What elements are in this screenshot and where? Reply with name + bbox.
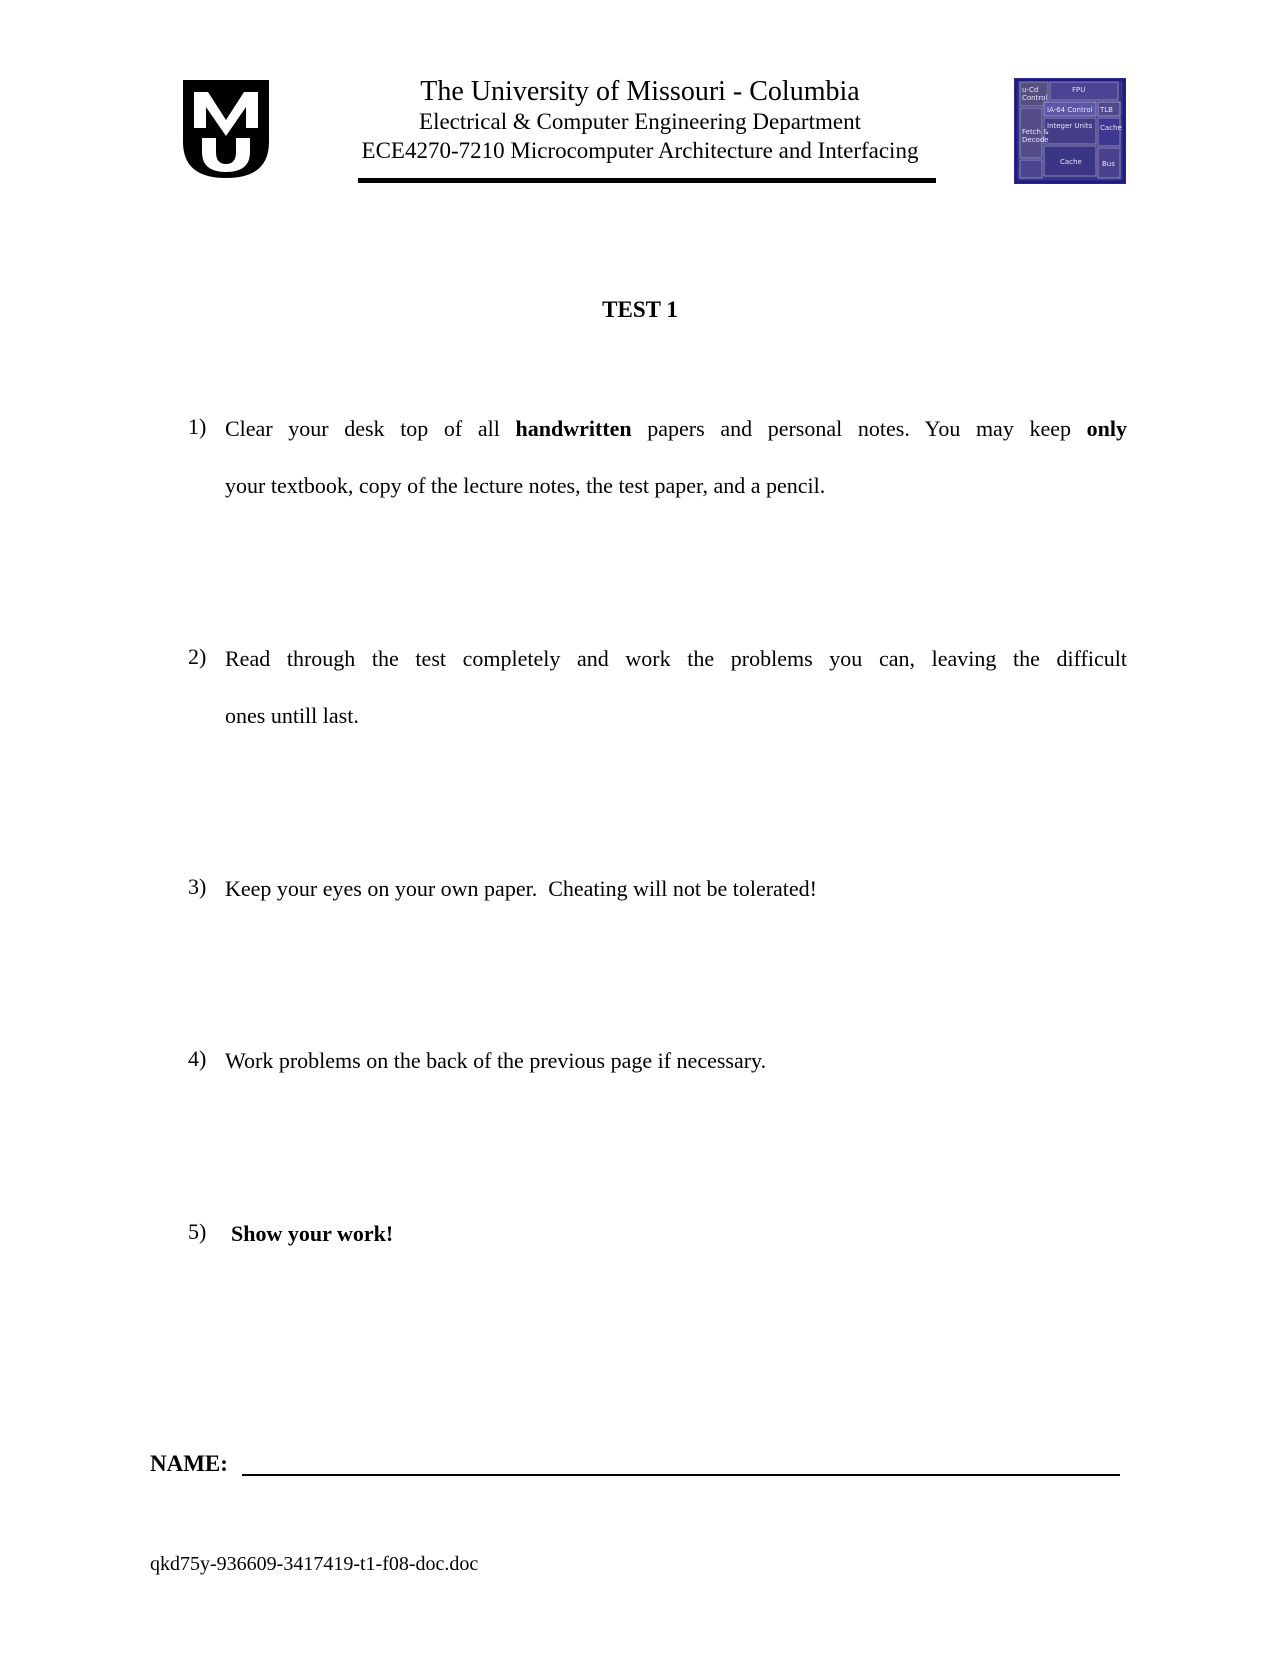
instruction-1-line-1: Clear your desk top of all handwritten papers and personal notes. You may keep only [225, 416, 1127, 441]
instruction-1 [225, 400, 1127, 514]
header-rule [358, 178, 936, 183]
instruction-3-text: Keep your eyes on your own paper. Cheating will not be tolerated! [225, 876, 818, 901]
instruction-2-line-2: ones untill last. [225, 703, 359, 728]
university-name: The University of Missouri - Columbia [420, 76, 860, 107]
instruction-3 [225, 860, 1127, 917]
instruction-5 [231, 1205, 1133, 1262]
instruction-4-text: Work problems on the back of the previous page if necessary. [225, 1048, 767, 1073]
processor-die-image [1014, 78, 1126, 184]
svg-text:Integer Units: Integer Units [1047, 122, 1093, 130]
test-title: TEST 1 [602, 297, 678, 322]
svg-text:IA-64 Control: IA-64 Control [1047, 106, 1093, 114]
instruction-2-number: 2) [188, 644, 207, 669]
instruction-2-line-1: Read through the test completely and work the problems you can, leaving the difficult [225, 646, 1127, 671]
mu-logo [183, 80, 269, 178]
svg-text:Cache: Cache [1100, 124, 1122, 132]
svg-text:u-Cd: u-Cd [1022, 86, 1039, 94]
footer-filename: qkd75y-936609-3417419-t1-f08-doc.doc [150, 1553, 479, 1575]
department-name: Electrical & Computer Engineering Department [419, 109, 861, 134]
instruction-3-number: 3) [188, 874, 207, 899]
instruction-5-text: Show your work! [231, 1221, 394, 1246]
svg-text:Bus: Bus [1102, 160, 1115, 168]
course-title: ECE4270-7210 Microcomputer Architecture and Interfacing [361, 138, 919, 163]
svg-text:Cache: Cache [1060, 158, 1082, 166]
instruction-5-number: 5) [188, 1219, 207, 1244]
svg-text:Fetch &: Fetch & [1022, 128, 1049, 136]
handwritten-emphasis: handwritten [515, 416, 632, 441]
instruction-4-number: 4) [188, 1046, 207, 1071]
svg-text:Decode: Decode [1022, 136, 1049, 144]
svg-text:TLB: TLB [1100, 106, 1113, 114]
instruction-1-number: 1) [188, 414, 207, 439]
svg-text:FPU: FPU [1072, 86, 1086, 94]
name-label: NAME: [150, 1451, 228, 1476]
svg-text:Control: Control [1022, 94, 1048, 102]
instruction-1-line-2: your textbook, copy of the lecture notes, the test paper, and a pencil. [225, 473, 826, 498]
instruction-2 [225, 630, 1127, 744]
name-blank-line[interactable] [242, 1474, 1120, 1476]
only-emphasis: only [1086, 416, 1127, 441]
instruction-4 [225, 1032, 1127, 1089]
